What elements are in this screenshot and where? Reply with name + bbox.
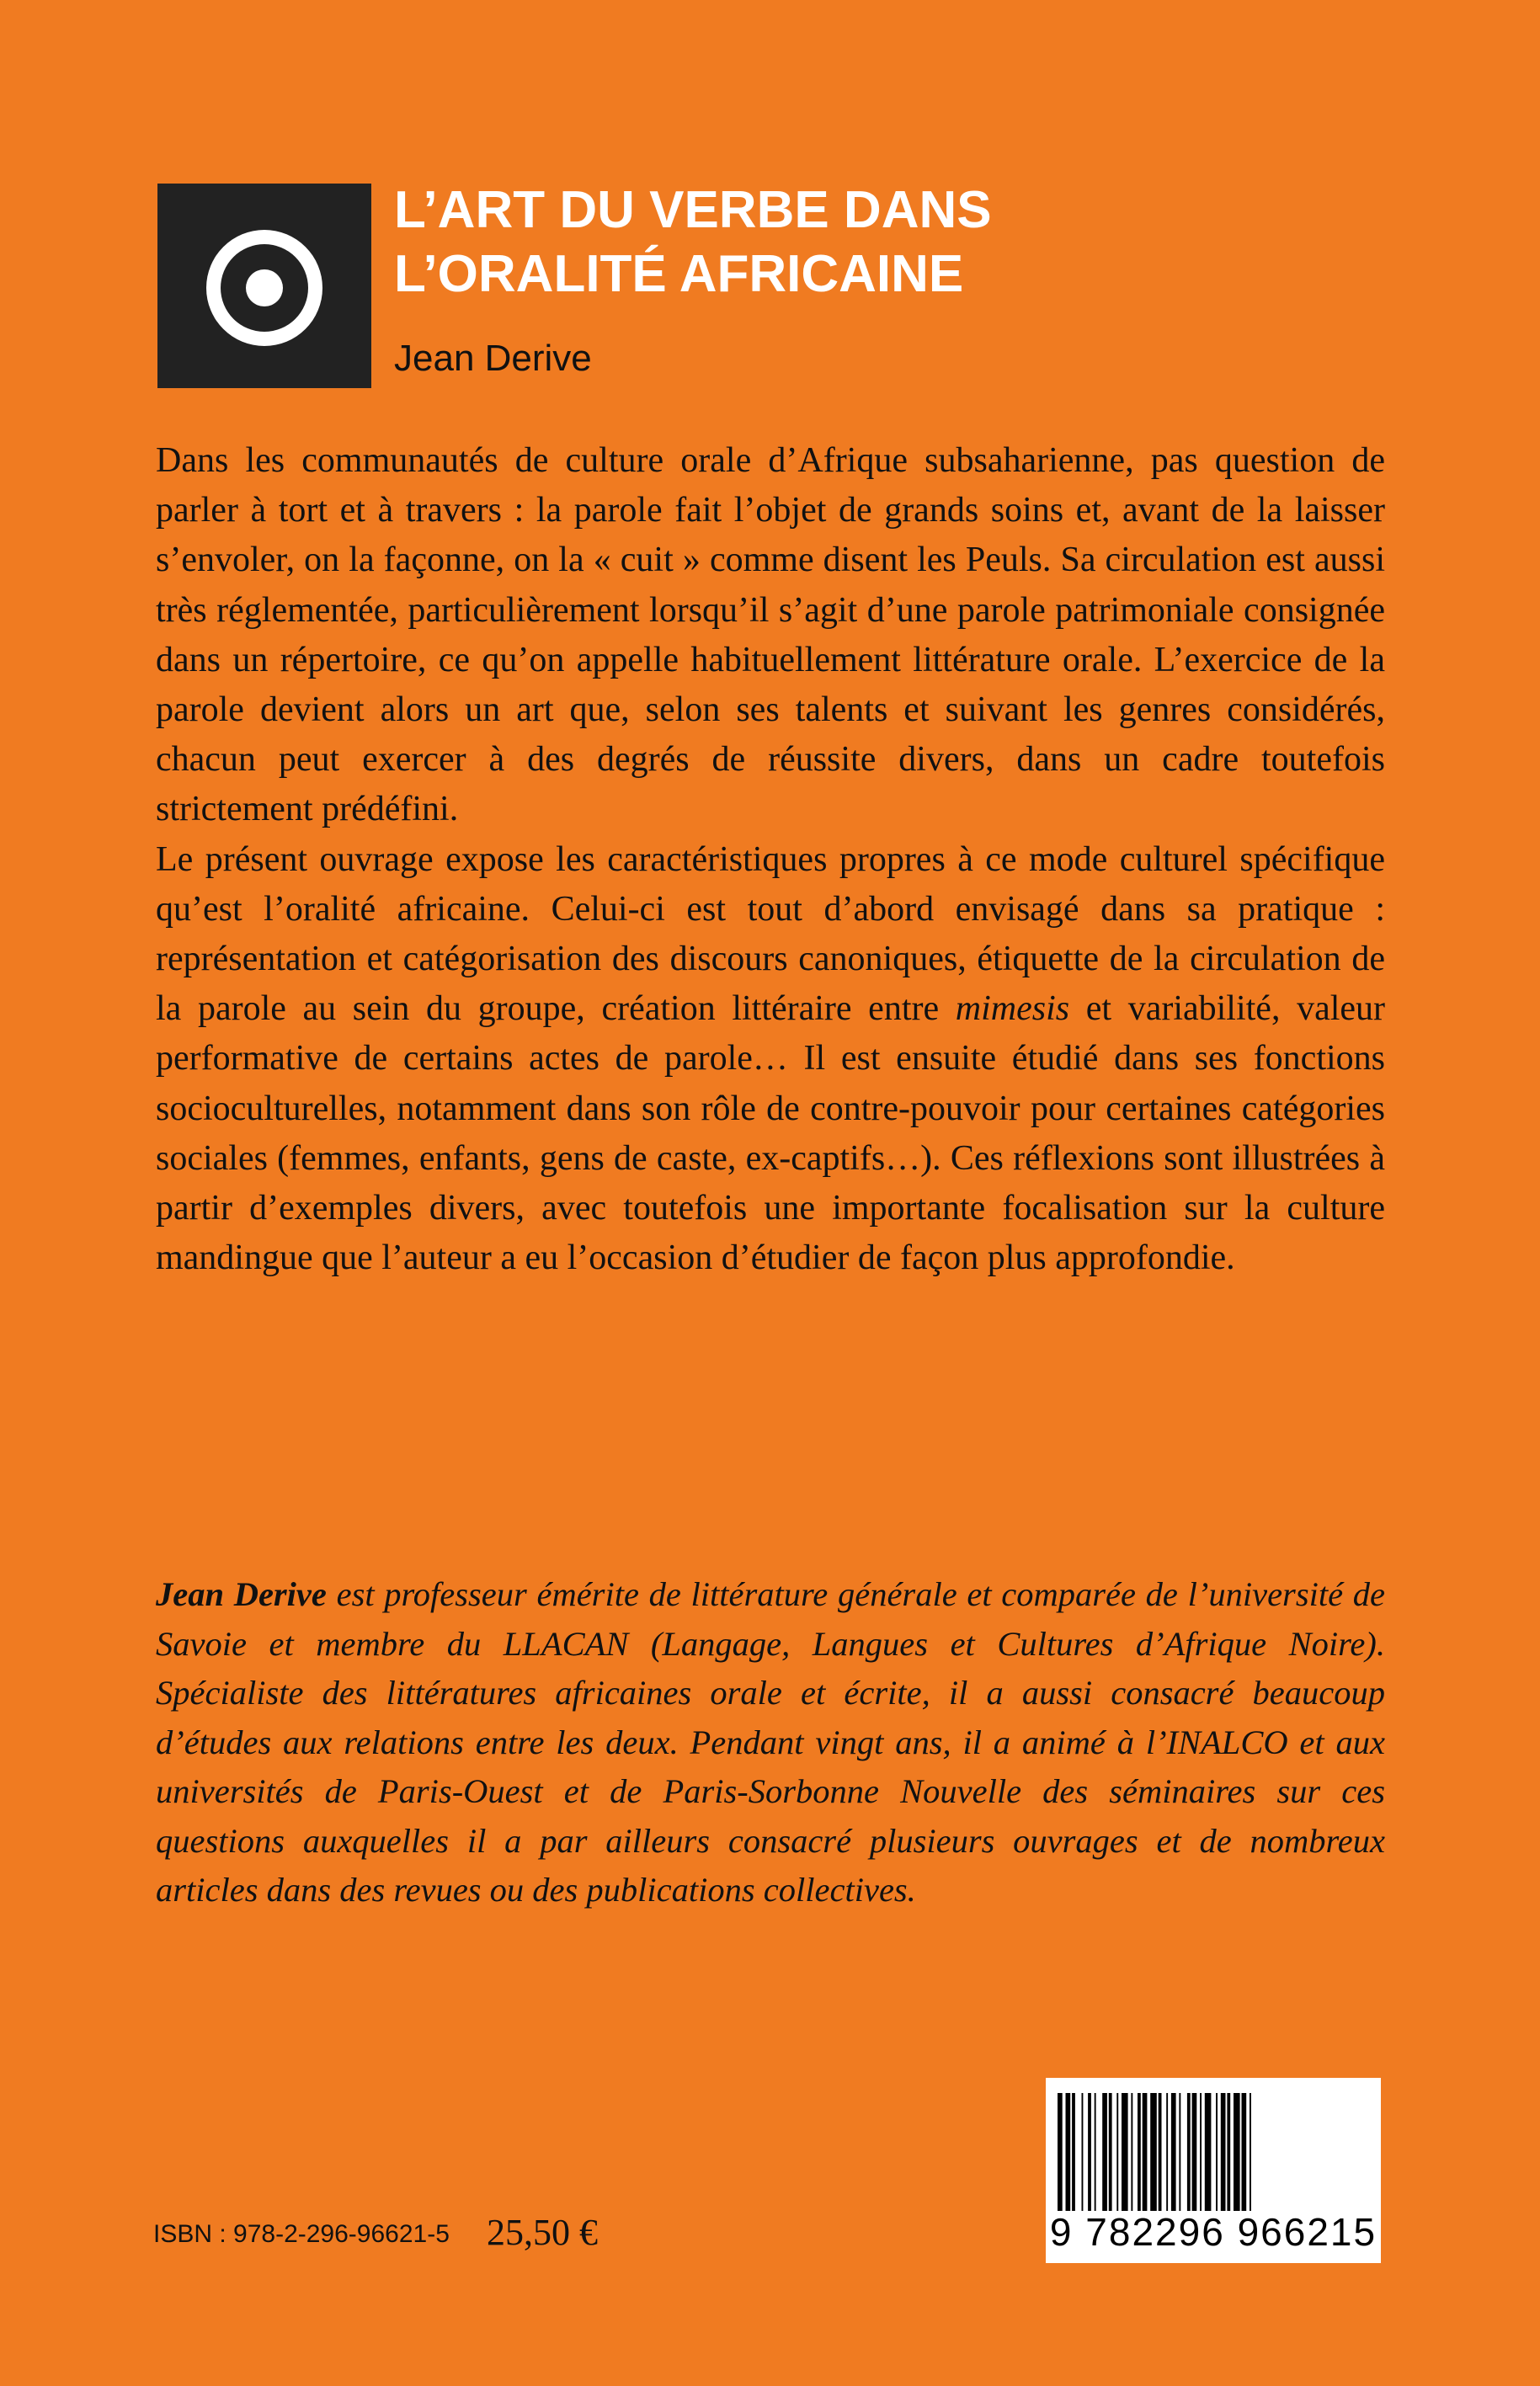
book-summary <box>156 436 1385 1283</box>
barcode-bar <box>1082 2093 1084 2211</box>
barcode-bar <box>1171 2093 1176 2211</box>
author-name: Jean Derive <box>394 338 592 379</box>
author-bio <box>156 1570 1385 1915</box>
bio-text: est professeur émérite de littérature générale et comparée de l’université de Savoie et membre du LLACAN (Langage, Langues et Cultures d’Afrique Noire). Spécialiste des littératures africaines orale et écrite, il a aussi consacré beaucoup d’études aux relations entre les deux. Pendant vingt ans, il a animé à l’INALCO et aux universités de Paris-Ouest et de Paris-Sorbonne Nouvelle des séminaires sur ces questions auxquelles il a par ailleurs consacré plusieurs ouvrages et de nombreux articles dans des revues ou des publications collectives. <box>156 1575 1385 1909</box>
barcode-bar <box>1179 2093 1180 2211</box>
barcode-bar <box>1138 2093 1141 2211</box>
barcode-bar <box>1227 2093 1230 2211</box>
barcode-bar <box>1095 2093 1096 2211</box>
price: 25,50 € <box>487 2212 598 2253</box>
summary-italic-term: mimesis <box>955 989 1070 1029</box>
barcode-bar <box>1192 2093 1197 2211</box>
barcode-bar <box>1250 2093 1251 2211</box>
summary-paragraph-2-end: et variabilité, valeur performative de certains actes de parole… Il est ensuite étudié dans ses fonctions socioculturelles, notamment dans son rôle de contre-pouvoir pour certaines catégories sociales (femmes, enfants, gens de caste, ex-captifs…). Ces réflexions sont illustrées à partir d’exemples divers, avec toutefois une importante focalisation sur la culture mandingue que l’auteur a eu l’occasion d’étudier de façon plus approfondie. <box>156 989 1386 1278</box>
barcode <box>1046 2078 1381 2263</box>
barcode-bar <box>1242 2093 1247 2211</box>
barcode-bar <box>1234 2093 1240 2211</box>
book-title-line-2: L’ORALITÉ AFRICAINE <box>394 245 964 303</box>
barcode-bar <box>1159 2093 1162 2211</box>
book-title <box>394 178 1152 306</box>
barcode-bar <box>1221 2093 1226 2211</box>
barcode-bar <box>1143 2093 1148 2211</box>
book-title-line-1: L’ART DU VERBE DANS <box>394 181 992 239</box>
summary-paragraph-1: Dans les communautés de culture orale d’Afrique subsaharienne, pas question de parler à tort et à travers : la parole fait l’objet de grands soins et, avant de la laisser s’envoler, on la façonne, on la « cuit » comme disent les Peuls. Sa circulation est aussi très réglementée, particulièrement lorsqu’il s’agit d’une parole patrimoniale consignée dans un répertoire, ce qu’on appelle habituellement littérature orale. L’exercice de la parole devient alors un art que, selon ses talents et suivant les genres considérés, chacun peut exercer à des degrés de réussite divers, dans un cadre toutefois strictement prédéfini. <box>156 441 1385 829</box>
summary-paragraph-2-start: Le présent ouvrage expose les caractéristiques propres à ce mode culturel spécifique qu’est l’oralité africaine. Celui-ci est tout d’abord envisagé dans sa pratique : représentation et catégorisation des discours canoniques, étiquette de la circulation de la parole au sein du groupe, création littéraire entre <box>156 839 1385 1029</box>
target-circle-icon <box>157 184 371 388</box>
barcode-bar <box>1166 2093 1168 2211</box>
summary-paragraph-2 <box>156 835 1385 1284</box>
barcode-bar <box>1122 2093 1128 2211</box>
barcode-digits: 9 782296 966215 <box>1049 2210 1377 2254</box>
barcode-bar <box>1058 2093 1063 2211</box>
barcode-bar <box>1066 2093 1071 2211</box>
barcode-bar <box>1109 2093 1112 2211</box>
barcode-bar <box>1131 2093 1132 2211</box>
barcode-bar <box>1116 2093 1118 2211</box>
barcode-bar <box>1088 2093 1091 2211</box>
isbn: ISBN : 978-2-296-96621-5 <box>153 2220 450 2248</box>
publisher-logo <box>157 184 371 388</box>
bio-author-name: Jean Derive <box>156 1575 327 1613</box>
barcode-bar <box>1187 2093 1191 2211</box>
barcode-bar <box>1102 2093 1107 2211</box>
barcode-bar <box>1072 2093 1075 2211</box>
barcode-bar <box>1205 2093 1212 2211</box>
barcode-bar <box>1150 2093 1157 2211</box>
barcode-bar <box>1200 2093 1202 2211</box>
barcode-bar <box>1216 2093 1218 2211</box>
